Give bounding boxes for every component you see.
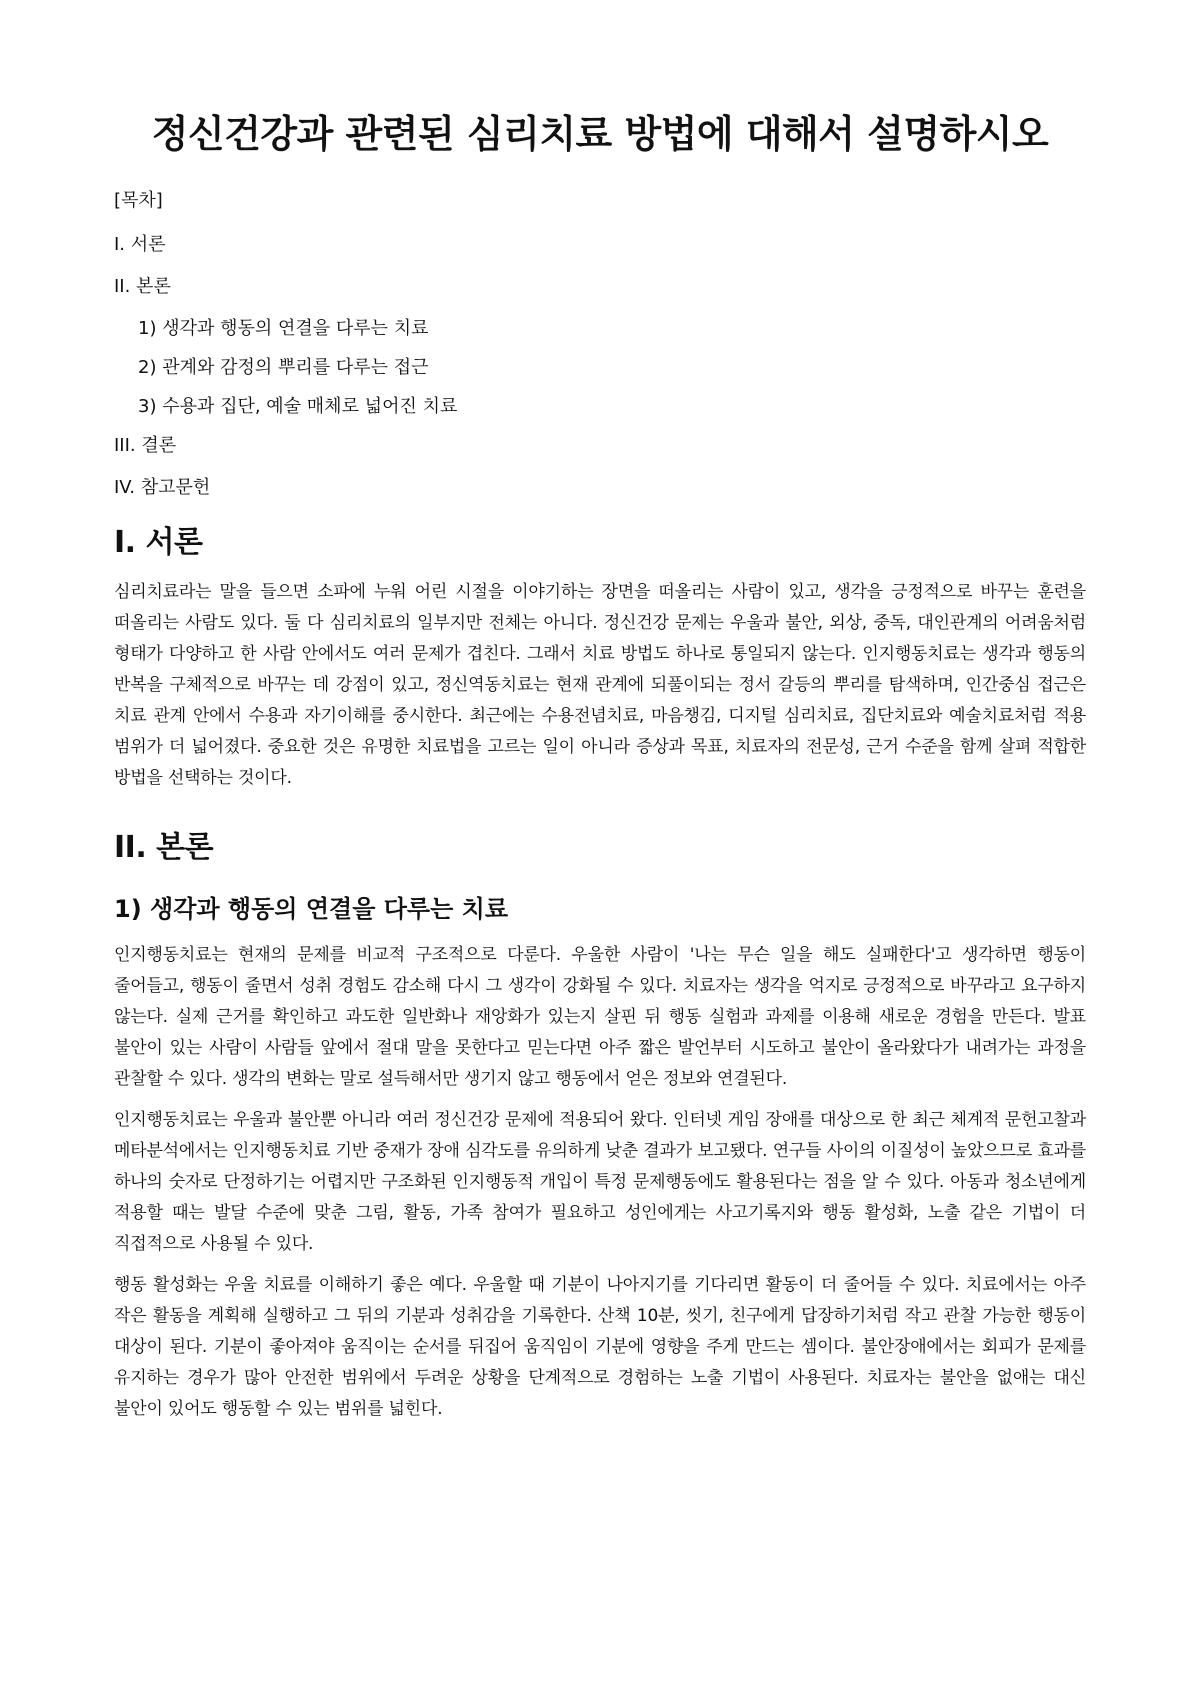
body-paragraph-3: 행동 활성화는 우울 치료를 이해하기 좋은 예다. 우울할 때 기분이 나아지기를 기다리면 활동이 더 줄어들 수 있다. 치료에서는 아주 작은 활동을 계획해 실행하고 그 뒤의 기분과 성취감을 기록한다. 산책 10분, 씻기, 친구에게 답장하기처럼 작고 관찰 가능한 행동이 대상이 된다. 기분이 좋아져야 움직이는 순서를 뒤집어 움직임이 기분에 영향을 주게 만드는 셈이다. 불안장애에서는 회피가 문제를 유지하는 경우가 많아 안전한 범위에서 두려운 상황을 단계적으로 경험하는 노출 기법이 사용된다. 치료자는 불안을 없애는 대신 불안이 있어도 행동할 수 있는 범위를 넓힌다. [114, 1275, 1086, 1420]
toc-item-references: IV. 참고문헌 [114, 477, 211, 499]
subsection-title-1: 1) 생각과 행동의 연결을 다루는 치료 [114, 895, 509, 924]
toc-item-intro: I. 서론 [114, 233, 166, 255]
toc-heading: [목차] [114, 189, 163, 211]
section-title-intro: I. 서론 [114, 525, 203, 561]
body-paragraph-1: 인지행동치료는 현재의 문제를 비교적 구조적으로 다룬다. 우울한 사람이 '나는 무슨 일을 해도 실패한다'고 생각하면 행동이 줄어들고, 행동이 줄면서 성취 경험도 감소해 다시 그 생각이 강화될 수 있다. 치료자는 생각을 억지로 긍정적으로 바꾸라고 요구하지 않는다. 실제 근거를 확인하고 과도한 일반화나 재앙화가 있는지 살핀 뒤 행동 실험과 과제를 이용해 새로운 경험을 만든다. 발표 불안이 있는 사람이 사람들 앞에서 절대 말을 못한다고 믿는다면 아주 짧은 발언부터 시도하고 불안이 올라왔다가 내려가는 과정을 관찰할 수 있다. 생각의 변화는 말로 설득해서만 생기지 않고 행동에서 얻은 정보와 연결된다. [114, 945, 1086, 1090]
toc-item-body-3: 3) 수용과 집단, 예술 매체로 넓어진 치료 [138, 396, 458, 418]
document-title: 정신건강과 관련된 심리치료 방법에 대해서 설명하시오 [151, 112, 1049, 156]
toc-item-body-2: 2) 관계와 감정의 뿌리를 다루는 접근 [138, 356, 429, 378]
toc-item-conclusion: III. 결론 [114, 435, 177, 457]
toc-item-body: II. 본론 [114, 275, 171, 297]
body-paragraph-2: 인지행동치료는 우울과 불안뿐 아니라 여러 정신건강 문제에 적용되어 왔다. 인터넷 게임 장애를 대상으로 한 최근 체계적 문헌고찰과 메타분석에서는 인지행동치료 기반 중재가 장애 심각도를 유의하게 낮춘 결과가 보고됐다. 연구들 사이의 이질성이 높았으므로 효과를 하나의 숫자로 단정하기는 어렵지만 구조화된 인지행동적 개입이 특정 문제행동에도 활용된다는 점을 알 수 있다. 아동과 청소년에게 적용할 때는 발달 수준에 맞춘 그림, 활동, 가족 참여가 필요하고 성인에게는 사고기록지와 행동 활성화, 노출 같은 기법이 더 직접적으로 사용될 수 있다. [114, 1110, 1086, 1255]
table-of-contents [114, 188, 1086, 502]
intro-paragraph: 심리치료라는 말을 들으면 소파에 누워 어린 시절을 이야기하는 장면을 떠올리는 사람이 있고, 생각을 긍정적으로 바꾸는 훈련을 떠올리는 사람도 있다. 둘 다 심리치료의 일부지만 전체는 아니다. 정신건강 문제는 우울과 불안, 외상, 중독, 대인관계의 어려움처럼 형태가 다양하고 한 사람 안에서도 여러 문제가 겹친다. 그래서 치료 방법도 하나로 통일되지 않는다. 인지행동치료는 생각과 행동의 반복을 구체적으로 바꾸는 데 강점이 있고, 정신역동치료는 현재 관계에 되풀이되는 정서 갈등의 뿌리를 탐색하며, 인간중심 접근은 치료 관계 안에서 수용과 자기이해를 중시한다. 최근에는 수용전념치료, 마음챙김, 디지털 심리치료, 집단치료와 예술치료처럼 적용 범위가 더 넓어졌다. 중요한 것은 유명한 치료법을 고르는 일이 아니라 증상과 목표, 치료자의 전문성, 근거 수준을 함께 살펴 적합한 방법을 선택하는 것이다. [114, 582, 1086, 789]
toc-item-body-1: 1) 생각과 행동의 연결을 다루는 치료 [138, 317, 429, 339]
section-title-body: II. 본론 [114, 830, 214, 866]
